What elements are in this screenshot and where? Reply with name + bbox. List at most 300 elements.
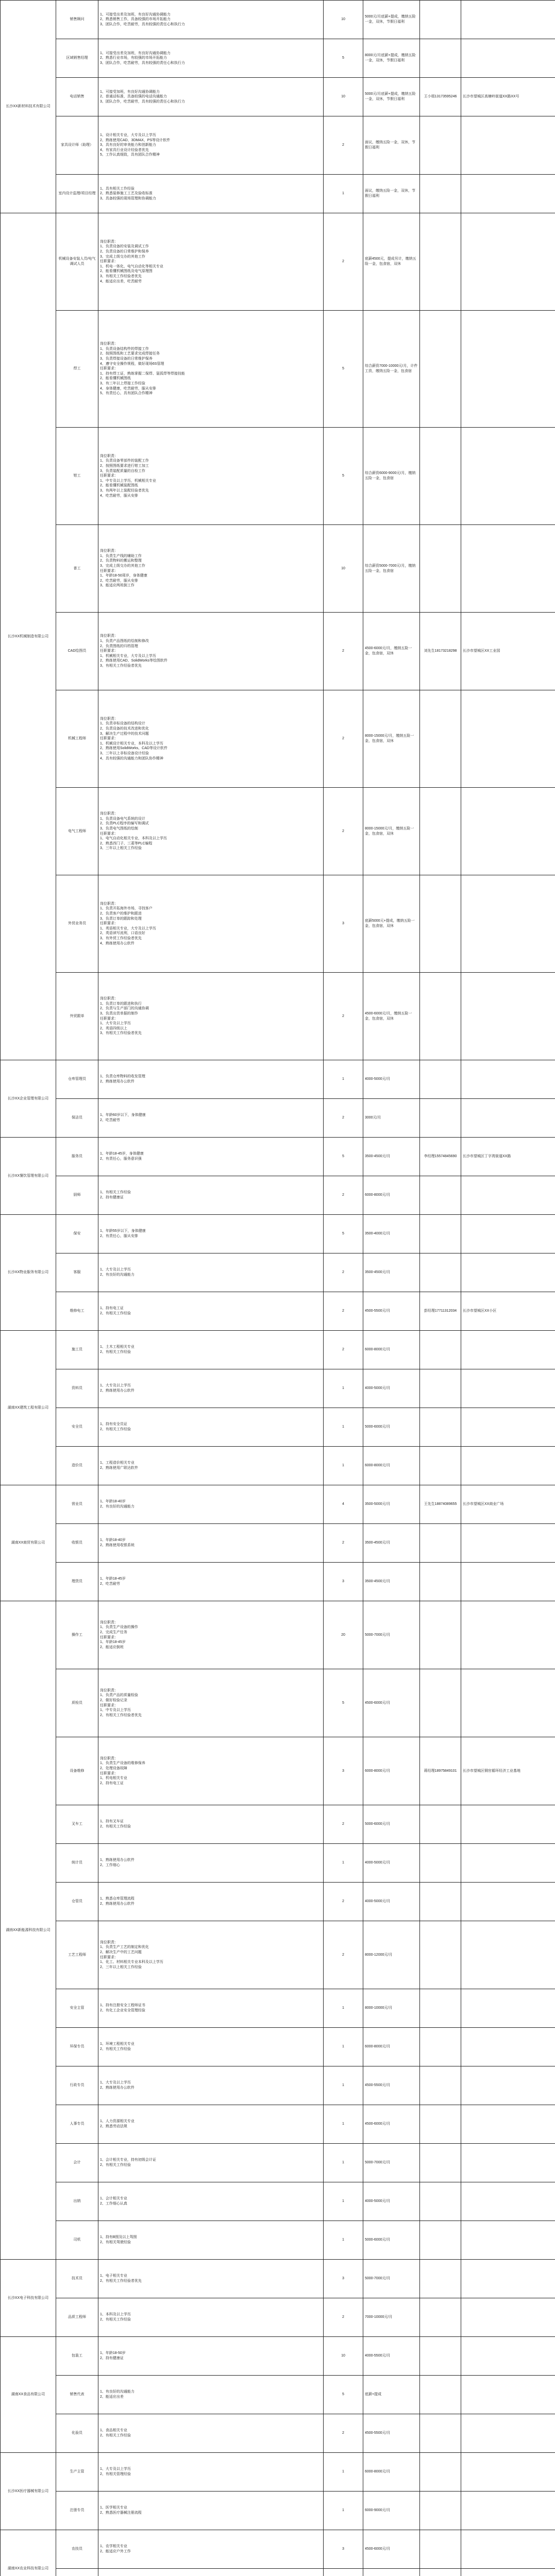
requirements-cell [98, 1485, 324, 1524]
position-cell: 维修电工 [56, 1292, 98, 1331]
requirements-cell [98, 1989, 324, 2028]
requirement-line: 任职要求： [100, 367, 118, 371]
salary-benefits-cell: 8000-10000元/月 [363, 1989, 420, 2028]
salary-benefits-cell: 3000元/月 [363, 1099, 420, 1138]
position-cell: 化验员 [56, 2414, 98, 2453]
requirement-line: 2、负责客户的维护和跟进 [100, 912, 142, 916]
contact-cell [420, 175, 461, 213]
headcount-cell: 2 [324, 213, 363, 311]
requirement-line: 4、身体健康，吃苦耐劳，服从安排 [100, 386, 156, 391]
job-row [1, 2298, 555, 2337]
salary-benefits-cell: 5000元/月底薪+提成，缴纳五险一金，双休，节假日福利 [363, 78, 420, 116]
contact-cell [420, 1883, 461, 1921]
address-cell [461, 1844, 555, 1883]
contact-cell [420, 2453, 461, 2492]
position-cell: 室内设计监理/项目经理 [56, 175, 98, 213]
requirement-line: 3、负责订单的跟踪和处理 [100, 917, 142, 921]
requirements-cell [98, 690, 324, 788]
requirement-line: 1、年龄60岁以下，身体健康 [100, 1113, 146, 1117]
headcount-cell: 10 [324, 2337, 363, 2376]
requirements-cell [98, 2028, 324, 2066]
requirements-cell [98, 1060, 324, 1099]
headcount-cell: 3 [324, 1563, 363, 1601]
requirements-cell [98, 525, 324, 613]
requirements-cell [98, 1, 324, 39]
headcount-cell: 2 [324, 690, 363, 788]
headcount-cell: 2 [324, 116, 363, 175]
requirement-line: 1、本科及以上学历 [100, 2313, 131, 2317]
job-row [1, 2492, 555, 2530]
job-row [1, 39, 555, 78]
requirement-line: 1、机电相关专业 [100, 1776, 127, 1781]
requirement-line: 2、有相关工作经验 [100, 2434, 131, 2437]
position-cell: 质检员 [56, 1669, 98, 1737]
requirement-line: 3、有两年以上装配经验者优先 [100, 488, 149, 493]
requirement-line: 1、负责生产设备的维修保养 [100, 1761, 145, 1766]
requirement-line: 1、持有安全员证 [100, 1422, 127, 1427]
requirement-line: 1、持有电工证 [100, 1307, 124, 1311]
position-cell: 外贸业务员 [56, 875, 98, 973]
salary-benefits-cell: 底薪4500元，提成另计，缴纳五险一金，包食宿，双休 [363, 213, 420, 311]
salary-benefits-cell: 综合薪资5000-7000元/月，缴纳五险一金，包食宿 [363, 525, 420, 613]
requirement-line: 1、负责设备的安装及调试工作 [100, 245, 149, 249]
requirements-cell [98, 428, 324, 525]
contact-cell [420, 2569, 461, 2576]
salary-benefits-cell: 3500-4000元/月 [363, 1215, 420, 1253]
requirements-cell [98, 2414, 324, 2453]
contact-cell [420, 1, 461, 39]
address-cell [461, 1176, 555, 1215]
position-cell: 资料员 [56, 1369, 98, 1408]
contact-cell [420, 1060, 461, 1099]
job-row [1, 1921, 555, 1989]
salary-benefits-cell: 3500-4500元/月 [363, 1524, 420, 1563]
requirement-line: 4、熟练使用办公软件 [100, 941, 134, 945]
job-row [1, 1369, 555, 1408]
requirement-line: 2、工作细心认真 [100, 2202, 127, 2206]
requirement-line: 2、能看懂机械装配图纸 [100, 484, 138, 488]
address-cell [461, 1369, 555, 1408]
requirement-line: 1、大专及以上学历 [100, 1384, 131, 1388]
requirement-line: 1、年龄18-50周岁，身体健康 [100, 574, 147, 578]
requirements-cell [98, 2337, 324, 2376]
salary-benefits-cell: 6000-8000元/月 [363, 1176, 420, 1215]
requirement-line: 1、年龄18-50岁 [100, 2351, 126, 2355]
requirement-line: 3、负责装配质量的自检工作 [100, 469, 145, 473]
position-cell [56, 2569, 98, 2576]
headcount-cell: 5 [324, 1138, 363, 1176]
position-cell: 电气工程师 [56, 788, 98, 875]
requirement-line: 1、熟练使用办公软件 [100, 1858, 134, 1862]
address-cell [461, 39, 555, 78]
requirement-line: 2、有相关驾驶经验 [100, 2241, 131, 2244]
contact-cell: 李经理15574845690 [420, 1138, 461, 1176]
requirement-line: 3、负责电气图纸的绘制 [100, 826, 138, 831]
job-row [1, 2182, 555, 2221]
requirement-line: 1、年龄18-40岁 [100, 1500, 126, 1504]
salary-benefits-cell: 5000-7000元/月 [363, 2144, 420, 2182]
requirement-line: 1、年龄18-45岁 [100, 1640, 126, 1645]
job-row [1, 1447, 555, 1485]
position-cell: 营业员 [56, 1485, 98, 1524]
address-cell [461, 1883, 555, 1921]
requirement-line: 任职要求： [100, 1771, 118, 1775]
salary-benefits-cell: 5000-6000元/月 [363, 1805, 420, 1844]
requirements-cell [98, 78, 324, 116]
address-cell [461, 2221, 555, 2260]
position-cell: 普工 [56, 525, 98, 613]
address-cell [461, 525, 555, 613]
requirement-line: 1、负责生产工艺的制定和优化 [100, 1945, 149, 1950]
position-cell: 仓库管理员 [56, 1060, 98, 1099]
requirement-line: 2、有责任心，服务意识强 [100, 1157, 142, 1161]
headcount-cell: 1 [324, 2144, 363, 2182]
salary-benefits-cell: 6000-8000元/月 [363, 2028, 420, 2066]
requirement-line: 1、负责设备结构件的焊接工作 [100, 347, 149, 351]
requirements-cell [98, 2298, 324, 2337]
salary-benefits-cell: 5000-6000元/月 [363, 2221, 420, 2260]
position-cell: 机械工程师 [56, 690, 98, 788]
requirements-cell [98, 1099, 324, 1138]
contact-cell [420, 973, 461, 1060]
requirement-line: 任职要求： [100, 649, 118, 653]
contact-cell [420, 2492, 461, 2530]
job-row [1, 2066, 555, 2105]
address-cell [461, 1447, 555, 1485]
contact-cell [420, 1669, 461, 1737]
address-cell: 长沙市望城区丁字湾街道XX路 [461, 1138, 555, 1176]
headcount-cell: 2 [324, 2298, 363, 2337]
company-name-cell: 长沙XX餐饮管理有限公司 [1, 1138, 56, 1215]
position-cell: 行政专员 [56, 2066, 98, 2105]
salary-benefits-cell: 综合薪资6000-9000元/月，缴纳五险一金，包食宿 [363, 428, 420, 525]
requirement-line: 任职要求： [100, 1703, 118, 1707]
requirements-cell [98, 875, 324, 973]
requirements-cell [98, 213, 324, 311]
requirement-line: 1、大专及以上学历 [100, 1022, 131, 1026]
headcount-cell: 5 [324, 311, 363, 428]
requirements-cell [98, 2066, 324, 2105]
requirements-cell [98, 1601, 324, 1669]
job-row [1, 2453, 555, 2492]
headcount-cell: 3 [324, 875, 363, 973]
company-name-cell: 湖南XX食品有限公司 [1, 2337, 56, 2453]
requirement-line: 1、中专及以上学历，机械相关专业 [100, 479, 156, 483]
salary-benefits-cell: 5000-7000元/月 [363, 2260, 420, 2298]
contact-cell [420, 1524, 461, 1563]
job-row [1, 1408, 555, 1447]
headcount-cell: 5 [324, 428, 363, 525]
headcount-cell: 1 [324, 1447, 363, 1485]
requirement-line: 2、普通话标准，具备较强的电话沟通能力 [100, 95, 167, 99]
contact-cell [420, 2298, 461, 2337]
position-cell: 服务员 [56, 1138, 98, 1176]
requirement-line: 1、可接受出差及加班，有良好沟通协调能力 [100, 12, 171, 16]
headcount-cell: 3 [324, 2260, 363, 2298]
requirements-cell [98, 39, 324, 78]
requirement-line: 2、有相关管理经验 [100, 2472, 131, 2476]
requirement-line: 5、有责任心，具有团队合作精神 [100, 392, 153, 396]
requirement-line: 3、完成上级交办的其他工作 [100, 564, 145, 568]
salary-benefits-cell: 综合薪资7000-10000元/月，计件工资，缴纳五险一金，包食宿 [363, 311, 420, 428]
job-row [1, 2105, 555, 2144]
headcount-cell: 2 [324, 1805, 363, 1844]
requirement-line: 2、熟练使用CAD、SolidWorks等绘图软件 [100, 659, 167, 663]
job-row [1, 175, 555, 213]
requirements-cell [98, 1563, 324, 1601]
requirement-line: 任职要求： [100, 1016, 118, 1021]
headcount-cell: 2 [324, 1883, 363, 1921]
requirement-line: 任职要求： [100, 474, 118, 478]
requirement-line: 2、能看懂机械图纸 [100, 377, 131, 381]
requirement-line: 1、具有相关工作经验 [100, 187, 134, 191]
requirement-line: 2、负责设备的技术改进和优化 [100, 727, 149, 731]
contact-cell: 彭经理17711312034 [420, 1292, 461, 1331]
contact-cell [420, 39, 461, 78]
requirement-line: 3、团队合作，吃苦耐劳，具有较强的责任心和执行力 [100, 99, 185, 104]
contact-cell [420, 2376, 461, 2414]
requirement-line: 2、持有电工证 [100, 1781, 124, 1785]
requirement-line: 4、吃苦耐劳，服从安排 [100, 494, 138, 498]
requirement-line: 2、有相关工作经验 [100, 1428, 131, 1431]
requirement-line: 2、吃苦耐劳，服从安排 [100, 579, 138, 583]
requirement-line: 1、负责生产线的辅助工作 [100, 554, 142, 558]
address-cell [461, 2337, 555, 2376]
headcount-cell: 2 [324, 1253, 363, 1292]
headcount-cell: 2 [324, 613, 363, 690]
requirement-line: 1、有良好的沟通能力 [100, 2390, 134, 2394]
position-cell: CAD绘图员 [56, 613, 98, 690]
job-row [1, 2260, 555, 2298]
headcount-cell: 4 [324, 1485, 363, 1524]
requirement-line: 2、熟练使用CAD、3DMAX、PS等设计软件 [100, 138, 171, 142]
position-cell: 施工员 [56, 1331, 98, 1369]
position-cell: 叉车工 [56, 1805, 98, 1844]
requirement-line: 1、负责开拓海外市场，寻找客户 [100, 907, 153, 911]
job-row [1, 213, 555, 311]
address-cell [461, 1331, 555, 1369]
requirement-line: 任职要求： [100, 260, 118, 264]
headcount-cell: 10 [324, 525, 363, 613]
requirement-line: 2、熟练使用广联达软件 [100, 1466, 138, 1470]
address-cell [461, 2569, 555, 2576]
contact-cell [420, 1331, 461, 1369]
position-cell: 出纳 [56, 2182, 98, 2221]
salary-benefits-cell: 4000-5000元/月 [363, 2182, 420, 2221]
requirement-line: 2、处理设备故障 [100, 1766, 127, 1770]
headcount-cell: 1 [324, 2066, 363, 2105]
address-cell [461, 311, 555, 428]
requirement-line: 2、能适应倒班 [100, 1645, 124, 1649]
job-row [1, 1669, 555, 1737]
address-cell: 长沙市望城区XX小区 [461, 1292, 555, 1331]
salary-benefits-cell: 8000元/月底薪+提成，缴纳五险一金，双休，节假日福利 [363, 39, 420, 78]
requirement-line: 岗位职责： [100, 997, 118, 1001]
requirements-cell [98, 1292, 324, 1331]
requirement-line: 2、有相关工作经验 [100, 1825, 131, 1828]
requirement-line: 4、有家具行业设计经验者优先 [100, 148, 149, 152]
requirements-cell [98, 2530, 324, 2569]
job-row [1, 1883, 555, 1921]
requirements-cell [98, 1253, 324, 1292]
job-row [1, 1524, 555, 1563]
salary-benefits-cell: 面议，缴纳五险一金，双休，节假日福利 [363, 116, 420, 175]
address-cell [461, 1805, 555, 1844]
position-cell: 环保专员 [56, 2028, 98, 2066]
requirement-line: 任职要求： [100, 737, 118, 741]
position-cell: 农技员 [56, 2530, 98, 2569]
requirements-cell [98, 2105, 324, 2144]
contact-cell: 蒋经理18975849101 [420, 1737, 461, 1805]
requirement-line: 2、有相关工作经验者优先 [100, 2279, 142, 2283]
job-row [1, 1138, 555, 1176]
salary-benefits-cell: 4500-6000元/月，缴纳五险一金，包食宿，双休 [363, 613, 420, 690]
requirement-line: 3、解决生产过程中的技术问题 [100, 732, 149, 736]
contact-cell [420, 1989, 461, 2028]
headcount-cell: 2 [324, 1331, 363, 1369]
salary-benefits-cell: 4500-6000元/月 [363, 2530, 420, 2569]
job-row [1, 1485, 555, 1524]
requirement-line: 2、负责物料的搬运和整理 [100, 559, 142, 563]
requirement-line: 3、有相关工作经验者优先 [100, 664, 142, 668]
requirements-cell [98, 2376, 324, 2414]
company-name-cell: 湖南XX建筑工程有限公司 [1, 1331, 56, 1485]
headcount-cell: 1 [324, 2028, 363, 2066]
requirement-line: 2、英语读写流利，口语良好 [100, 931, 145, 936]
address-cell [461, 1921, 555, 1989]
salary-benefits-cell: 6000-8000元/月 [363, 2453, 420, 2492]
requirement-line: 1、负责订单的跟进和执行 [100, 1002, 142, 1006]
position-cell: 安全员 [56, 1408, 98, 1447]
headcount-cell: 5 [324, 1669, 363, 1737]
requirements-cell [98, 175, 324, 213]
requirement-line: 1、负责仓库物料的收发管理 [100, 1075, 145, 1079]
requirement-line: 3、具有良好的审美能力和创新能力 [100, 143, 156, 147]
contact-cell [420, 1099, 461, 1138]
job-row [1, 2028, 555, 2066]
headcount-cell: 20 [324, 1601, 363, 1669]
contact-cell: 王先生18874089655 [420, 1485, 461, 1524]
headcount-cell: 5 [324, 2376, 363, 2414]
address-cell [461, 1408, 555, 1447]
position-cell: 销售顾问 [56, 1, 98, 39]
requirement-line: 2、三年以上相关工作经验 [100, 1965, 142, 1969]
requirement-line: 1、土木工程相关专业 [100, 1345, 134, 1349]
position-cell: 保洁员 [56, 1099, 98, 1138]
salary-benefits-cell: 4000-5000元/月 [363, 1844, 420, 1883]
headcount-cell: 1 [324, 2221, 363, 2260]
requirement-line: 任职要求： [100, 569, 118, 573]
requirement-line: 1、可接受加班，有良好沟通协调能力 [100, 90, 160, 94]
requirement-line: 2、熟悉医疗器械注册流程 [100, 2511, 142, 2515]
company-name-cell: 长沙XX医疗器械有限公司 [1, 2453, 56, 2530]
address-cell [461, 2028, 555, 2066]
address-cell [461, 690, 555, 788]
address-cell [461, 213, 555, 311]
requirement-line: 岗位职责： [100, 1756, 118, 1760]
salary-benefits-cell [363, 2569, 420, 2576]
address-cell [461, 875, 555, 973]
position-cell: 会计 [56, 2144, 98, 2182]
requirement-line: 1、设计相关专业，大专及以上学历 [100, 133, 156, 138]
requirements-cell [98, 1921, 324, 1989]
job-row [1, 1215, 555, 1253]
headcount-cell: 1 [324, 1408, 363, 1447]
requirement-line: 1、年龄18-45岁，身体健康 [100, 1152, 144, 1156]
address-cell [461, 2298, 555, 2337]
position-cell: 厨师 [56, 1176, 98, 1215]
contact-cell [420, 213, 461, 311]
requirements-cell [98, 788, 324, 875]
requirement-line: 2、负责图纸的归档管理 [100, 644, 138, 648]
requirement-line: 1、英语相关专业，大专及以上学历 [100, 926, 156, 930]
position-cell: 机械设备安装人员/电气调试人员 [56, 213, 98, 311]
job-row [1, 78, 555, 116]
headcount-cell: 1 [324, 2182, 363, 2221]
job-row [1, 2414, 555, 2453]
headcount-cell: 2 [324, 1524, 363, 1563]
position-cell: 仓管员 [56, 1883, 98, 1921]
requirement-line: 3、三年以上非标设备设计经验 [100, 751, 149, 755]
contact-cell [420, 1601, 461, 1669]
salary-benefits-cell: 6000-8000元/月 [363, 1331, 420, 1369]
address-cell [461, 2105, 555, 2144]
requirement-line: 2、工作细心 [100, 1863, 120, 1867]
requirement-line: 1、机械相关专业，大专及以上学历 [100, 654, 156, 658]
requirement-line: 3、完成上级交办的其他工作 [100, 255, 145, 259]
requirements-cell [98, 2182, 324, 2221]
position-cell: 钳工 [56, 428, 98, 525]
requirement-line: 1、环境工程相关专业 [100, 2042, 134, 2046]
headcount-cell: 1 [324, 175, 363, 213]
requirement-line: 岗位职责： [100, 1620, 118, 1624]
requirement-line: 1、年龄55岁以下，身体健康 [100, 1229, 146, 1233]
requirement-line: 2、熟练使用办公软件 [100, 1389, 134, 1393]
headcount-cell: 10 [324, 1, 363, 39]
requirement-line: 3、团队合作，吃苦耐劳，具有较强的责任心和执行力 [100, 22, 185, 26]
contact-cell [420, 1253, 461, 1292]
job-row [1, 2144, 555, 2182]
contact-cell [420, 2414, 461, 2453]
requirement-line: 2、有良好的沟通能力 [100, 1273, 134, 1277]
requirement-line: 1、机械设计相关专业，本科及以上学历 [100, 741, 163, 745]
requirement-line: 1、持有注册安全工程师证书 [100, 2004, 145, 2008]
requirement-line: 2、熟练使用SolidWorks、CAD等设计软件 [100, 747, 167, 751]
address-cell [461, 1989, 555, 2028]
address-cell [461, 973, 555, 1060]
requirement-line: 1、负责设备零部件的装配工作 [100, 459, 149, 463]
requirement-line: 1、工程造价相关专业 [100, 1461, 134, 1465]
headcount-cell: 3 [324, 1737, 363, 1805]
salary-benefits-cell: 8000-15000元/月，缴纳五险一金，包食宿，双休 [363, 788, 420, 875]
contact-cell [420, 1369, 461, 1408]
salary-benefits-cell: 4000-5000元/月 [363, 1369, 420, 1408]
headcount-cell: 1 [324, 1060, 363, 1099]
address-cell [461, 2530, 555, 2569]
requirement-line: 2、按照图纸要求进行钳工加工 [100, 464, 149, 468]
contact-cell [420, 1215, 461, 1253]
requirement-line: 2、英语四级以上 [100, 1026, 127, 1030]
requirement-line: 2、持有健康证 [100, 1196, 124, 1199]
address-cell [461, 1563, 555, 1601]
address-cell: 长沙市望城区高塘岭街道XX路XX号 [461, 78, 555, 116]
company-name-cell: 长沙XX企业管理有限公司 [1, 1060, 56, 1138]
job-row [1, 788, 555, 875]
address-cell [461, 175, 555, 213]
contact-cell [420, 2182, 461, 2221]
position-cell: 人事专员 [56, 2105, 98, 2144]
requirement-line: 1、负责非标设备的结构设计 [100, 722, 145, 726]
